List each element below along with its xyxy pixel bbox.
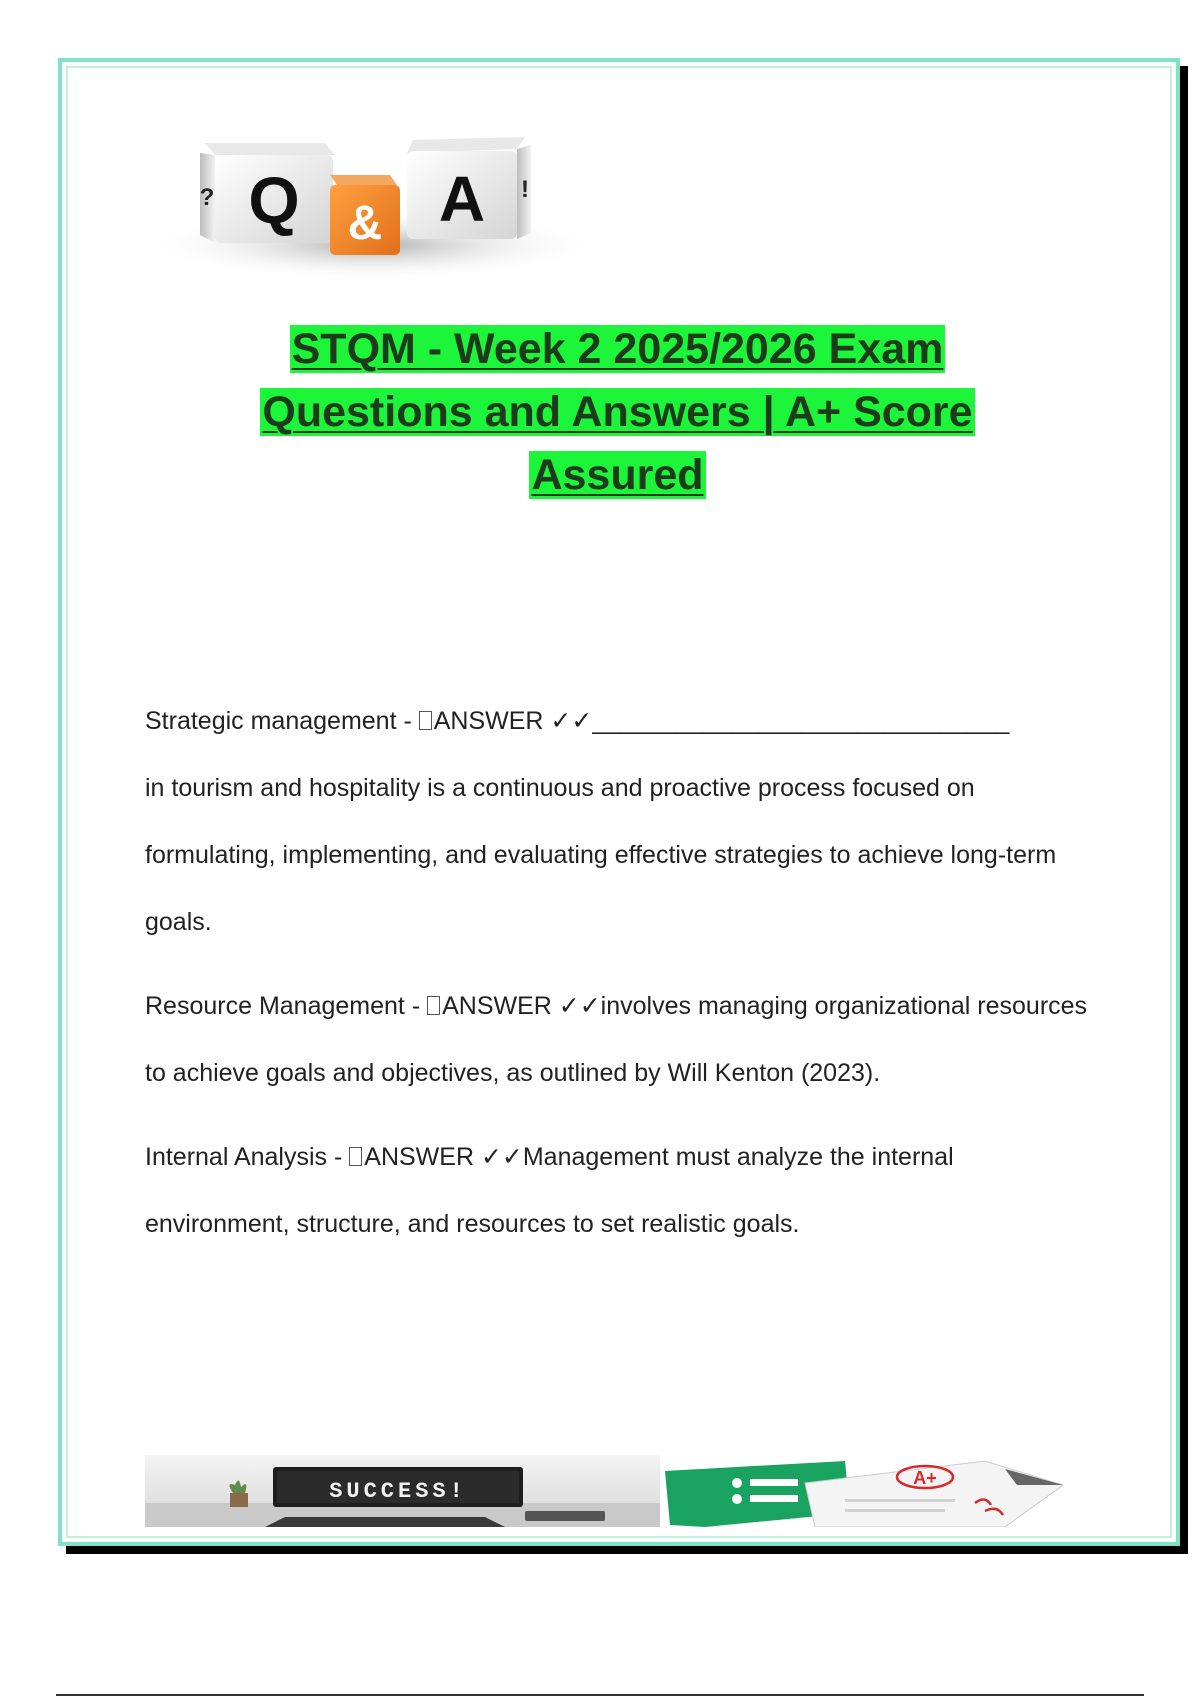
qa-separator: - xyxy=(404,992,428,1020)
missing-glyph-icon xyxy=(427,996,440,1015)
qa-dice-logo xyxy=(145,115,600,290)
qa-separator: - xyxy=(327,1143,350,1171)
a-die xyxy=(407,137,531,239)
title-line-1: STQM - Week 2 2025/2026 Exam xyxy=(291,325,944,373)
qa-answer-text: involves managing organizational resources to achieve goals and objectives, as outlined by Will Kenton (2023). xyxy=(145,992,1088,1087)
q-die xyxy=(200,143,335,243)
qa-answer-label: ANSWER ✓✓ xyxy=(364,1143,523,1171)
qa-blank-line: ______________________________ xyxy=(592,707,1010,735)
qa-answer-label: ANSWER ✓✓ xyxy=(442,992,601,1020)
qa-term: Strategic management xyxy=(145,707,397,735)
success-sign-image xyxy=(145,1455,660,1527)
qa-separator: - xyxy=(396,707,419,735)
qa-item xyxy=(145,688,1090,956)
qa-answer-label: ANSWER ✓✓ xyxy=(433,707,593,735)
qa-item xyxy=(145,973,1090,1107)
qa-answer-text: in tourism and hospitality is a continuous and proactive process focused on formulating, implementing, and evaluating effective strategies to achieve long-term goals. xyxy=(145,774,1057,936)
q-letter: Q xyxy=(248,163,300,237)
qa-term: Resource Management xyxy=(145,992,405,1020)
missing-glyph-icon xyxy=(419,711,432,730)
ampersand-die xyxy=(330,175,400,255)
title-line-2: Questions and Answers | A+ Score xyxy=(262,388,973,436)
qa-item xyxy=(145,1124,1090,1258)
missing-glyph-icon xyxy=(349,1147,362,1166)
svg-text:!: ! xyxy=(521,176,529,203)
bottom-divider xyxy=(56,1694,1144,1696)
qa-answer-marker xyxy=(419,707,593,735)
a-letter: A xyxy=(438,163,486,235)
qa-answer-marker xyxy=(349,1143,523,1171)
document-title xyxy=(150,318,1085,507)
grade-mark-text: A+ xyxy=(913,1468,937,1488)
title-line-3: Assured xyxy=(531,451,704,499)
graded-test-image xyxy=(665,1461,1063,1527)
qa-answer-marker xyxy=(427,992,601,1020)
svg-text:?: ? xyxy=(199,184,215,211)
footer-banner-images xyxy=(145,1455,1065,1527)
success-sign-text: SUCCESS! xyxy=(329,1479,467,1504)
qa-term: Internal Analysis xyxy=(145,1143,328,1171)
ampersand-letter: & xyxy=(347,197,383,250)
qa-list xyxy=(145,688,1090,1275)
qa-answer-text: Management must analyze the internal environment, structure, and resources to set realistic goals. xyxy=(145,1143,954,1238)
